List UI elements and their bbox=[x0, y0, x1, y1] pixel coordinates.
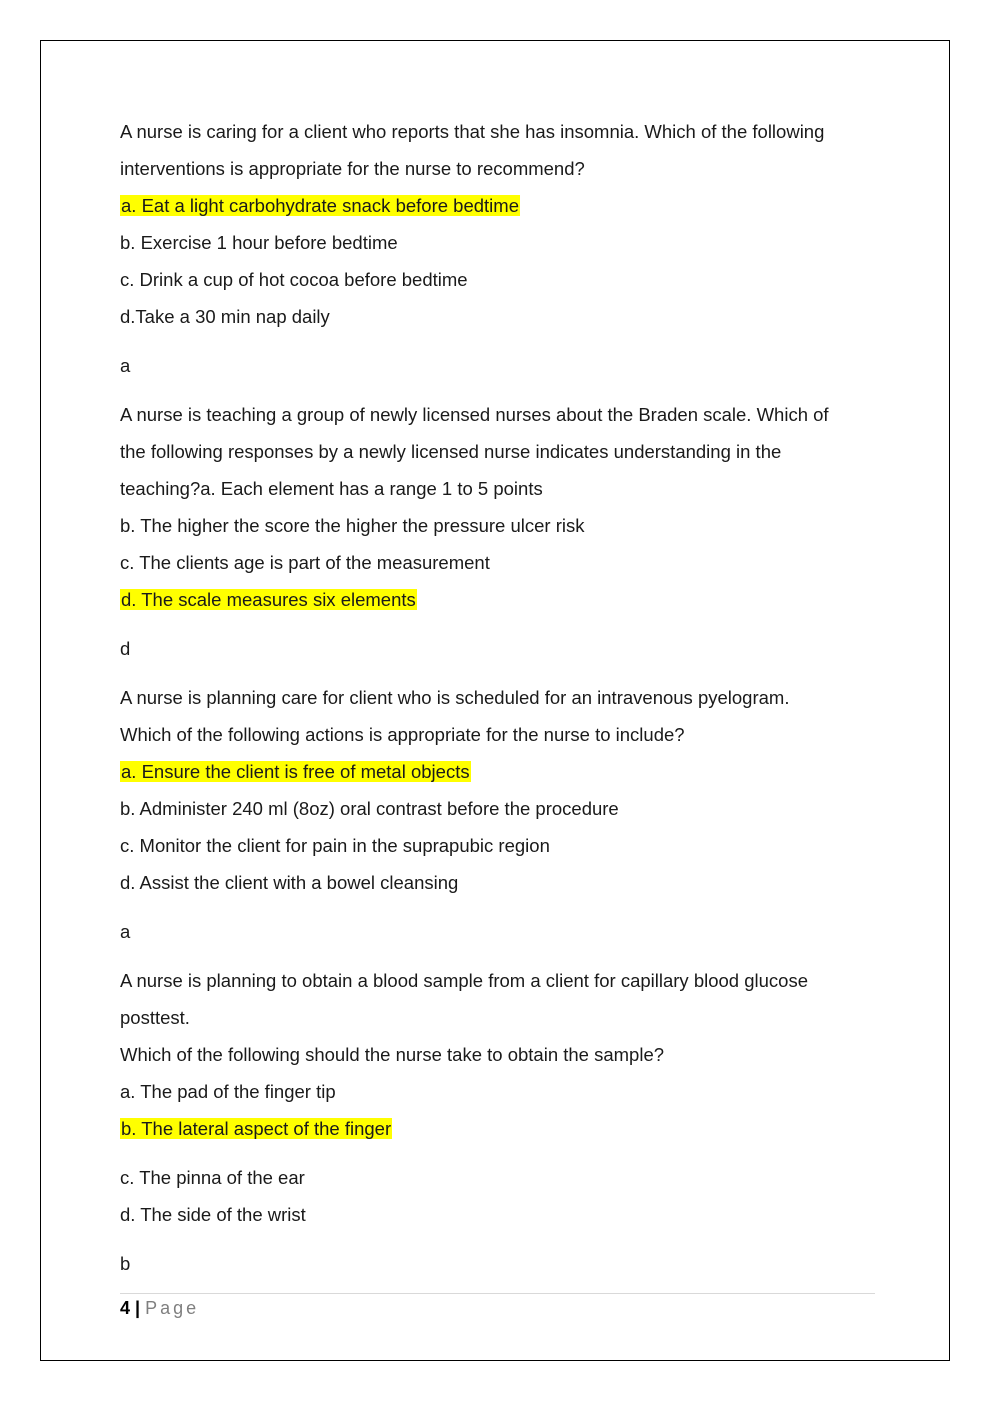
question-4-option-d: d. The side of the wrist bbox=[120, 1204, 306, 1225]
question-4-stem-line-2: posttest. bbox=[120, 1007, 190, 1028]
question-1-option-c: c. Drink a cup of hot cocoa before bedtime bbox=[120, 269, 468, 290]
question-2-stem-line-1: A nurse is teaching a group of newly licensed nurses about the Braden scale. Which of bbox=[120, 404, 829, 425]
footer-separator: | bbox=[135, 1298, 141, 1318]
page-number: 4 bbox=[120, 1298, 131, 1318]
question-1-option-a bbox=[120, 187, 875, 224]
question-1-stem-line-1: A nurse is caring for a client who reports that she has insomnia. Which of the following bbox=[120, 121, 825, 142]
question-4-option-c: c. The pinna of the ear bbox=[120, 1167, 305, 1188]
question-3-stem-line-2: Which of the following actions is appropriate for the nurse to include? bbox=[120, 724, 685, 745]
question-2-option-d bbox=[120, 581, 875, 618]
highlighted-answer: d. The scale measures six elements bbox=[121, 589, 416, 610]
question-3 bbox=[120, 679, 875, 950]
question-3-option-c: c. Monitor the client for pain in the suprapubic region bbox=[120, 835, 550, 856]
question-4-stem-line-1: A nurse is planning to obtain a blood sample from a client for capillary blood glucose bbox=[120, 970, 808, 991]
document-body bbox=[120, 113, 875, 1282]
question-2-option-b: b. The higher the score the higher the pressure ulcer risk bbox=[120, 515, 585, 536]
page-footer bbox=[120, 1296, 199, 1320]
question-3-option-b: b. Administer 240 ml (8oz) oral contrast before the procedure bbox=[120, 798, 619, 819]
question-4-option-b bbox=[120, 1110, 875, 1147]
question-2-stem-line-2: the following responses by a newly licensed nurse indicates understanding in the bbox=[120, 441, 782, 462]
question-2 bbox=[120, 396, 875, 667]
question-2-stem-line-3: teaching?a. Each element has a range 1 to 5 points bbox=[120, 478, 543, 499]
question-3-option-d: d. Assist the client with a bowel cleansing bbox=[120, 872, 459, 893]
footer-divider bbox=[120, 1293, 875, 1294]
question-3-option-a bbox=[120, 753, 875, 790]
highlighted-answer: b. The lateral aspect of the finger bbox=[121, 1118, 392, 1139]
page-label: Page bbox=[145, 1298, 200, 1318]
question-1-option-b: b. Exercise 1 hour before bedtime bbox=[120, 232, 398, 253]
question-1-answer: a bbox=[120, 355, 131, 376]
question-2-answer: d bbox=[120, 638, 131, 659]
highlighted-answer: a. Ensure the client is free of metal objects bbox=[121, 761, 470, 782]
question-4-answer: b bbox=[120, 1253, 131, 1274]
question-4 bbox=[120, 962, 875, 1282]
question-2-option-c: c. The clients age is part of the measurement bbox=[120, 552, 490, 573]
question-4-stem-line-3: Which of the following should the nurse take to obtain the sample? bbox=[120, 1044, 665, 1065]
question-1-option-d: d.Take a 30 min nap daily bbox=[120, 306, 330, 327]
question-1-stem-line-2: interventions is appropriate for the nurse to recommend? bbox=[120, 158, 585, 179]
question-1 bbox=[120, 113, 875, 384]
question-3-stem-line-1: A nurse is planning care for client who is scheduled for an intravenous pyelogram. bbox=[120, 687, 790, 708]
question-3-answer: a bbox=[120, 921, 131, 942]
question-4-option-a: a. The pad of the finger tip bbox=[120, 1081, 336, 1102]
highlighted-answer: a. Eat a light carbohydrate snack before bedtime bbox=[121, 195, 519, 216]
